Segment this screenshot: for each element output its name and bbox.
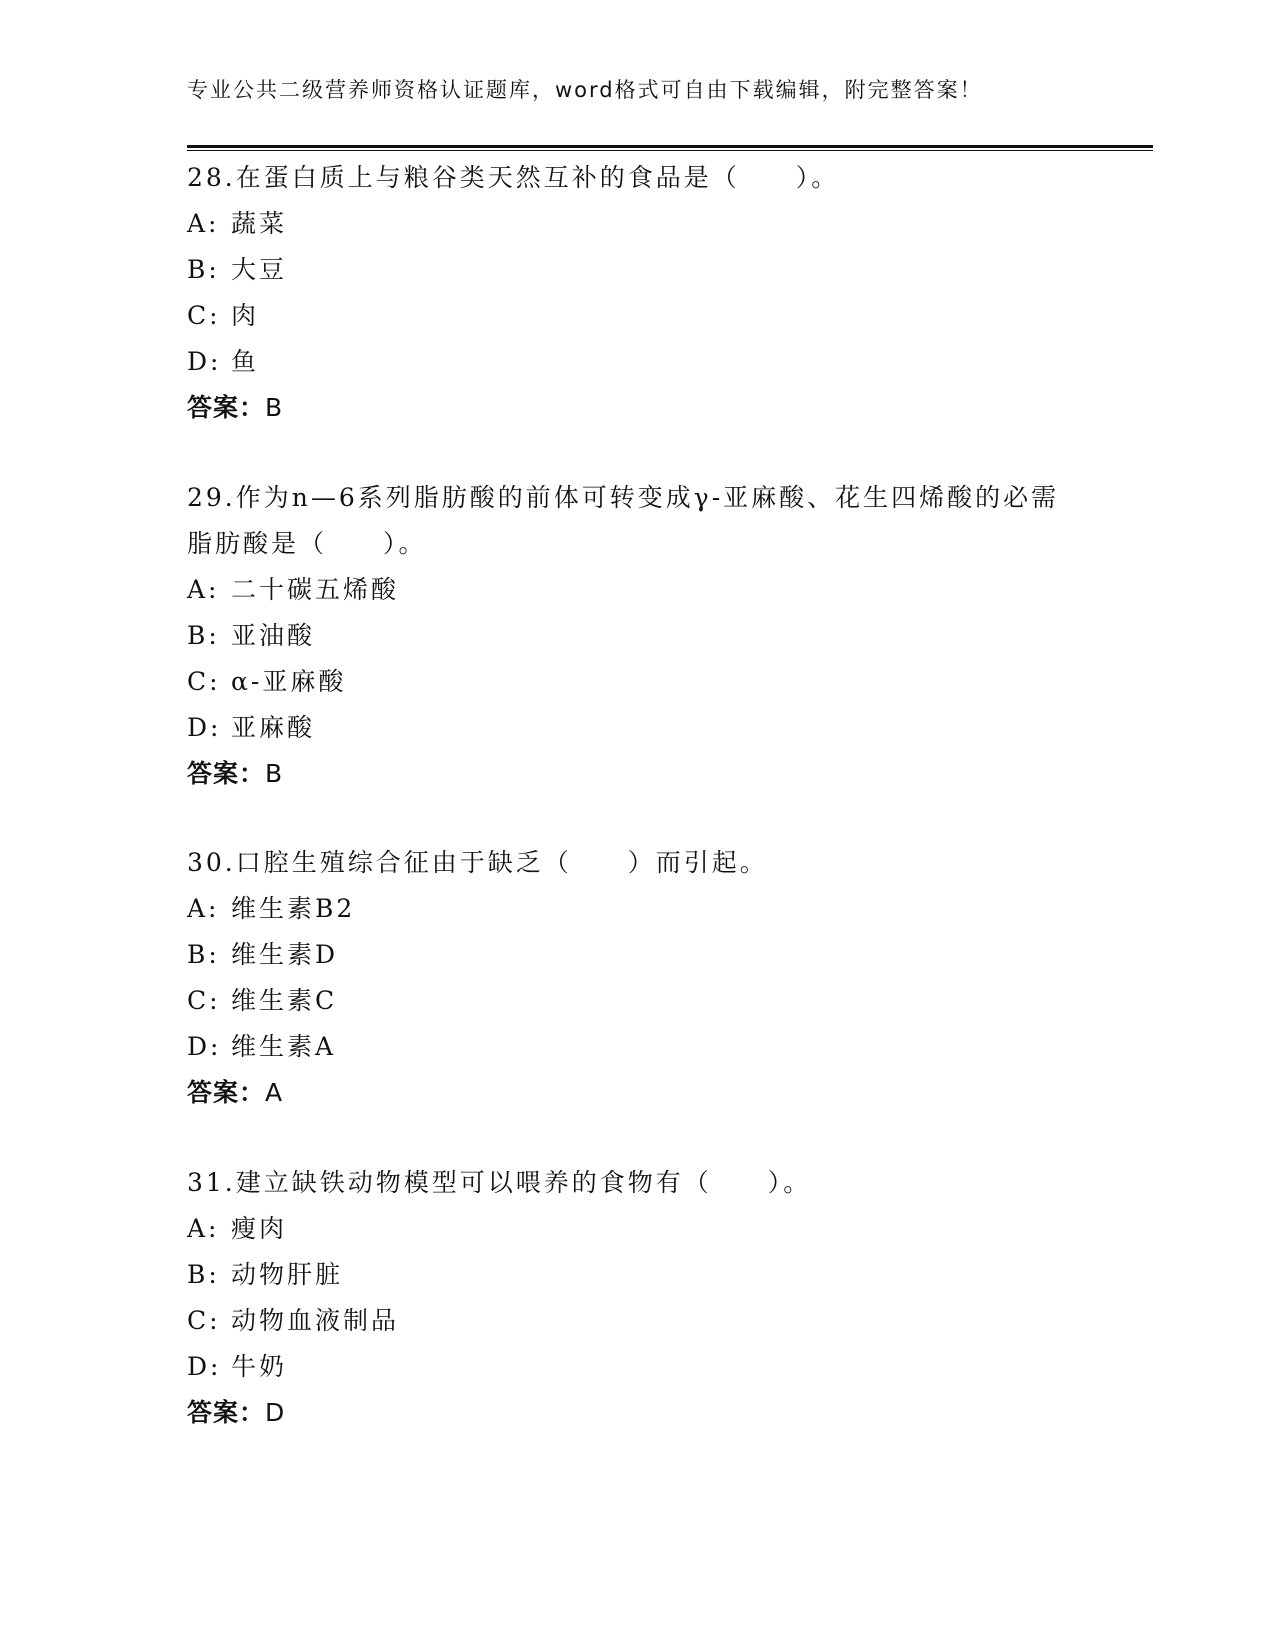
option-text: 瘦肉	[231, 1214, 288, 1243]
option-key: C:	[187, 667, 221, 696]
option-key: D:	[187, 1032, 222, 1061]
option-text: 蔬菜	[231, 209, 288, 238]
question-stem: 31.建立缺铁动物模型可以喂养的食物有（ ）。	[187, 1168, 812, 1197]
option-c	[187, 978, 1087, 1024]
option-key: B:	[187, 255, 220, 284]
option-a	[187, 1206, 1087, 1252]
option-text: 动物肝脏	[231, 1260, 344, 1289]
answer	[187, 385, 1087, 431]
option-key: A:	[187, 894, 220, 923]
option-key: C:	[187, 301, 221, 330]
option-key: A:	[187, 1214, 220, 1243]
header-rule-thin	[187, 150, 1153, 151]
option-b	[187, 247, 1087, 293]
option-key: A:	[187, 209, 220, 238]
option-key: B:	[187, 621, 220, 650]
option-text: 肉	[231, 301, 260, 330]
option-text: 动物血液制品	[231, 1306, 400, 1335]
option-d	[187, 1024, 1087, 1070]
option-text: 亚油酸	[231, 621, 316, 650]
answer	[187, 1390, 1087, 1436]
answer-value: B	[265, 393, 284, 422]
question-stem: 28.在蛋白质上与粮谷类天然互补的食品是（ ）。	[187, 163, 840, 192]
question-29	[187, 475, 1087, 797]
option-text: 鱼	[231, 347, 260, 376]
question-stem: 30.口腔生殖综合征由于缺乏（ ）而引起。	[187, 848, 768, 877]
option-c	[187, 1298, 1087, 1344]
option-key: C:	[187, 1306, 221, 1335]
answer-label: 答案：	[187, 1398, 266, 1427]
option-text: 维生素B2	[231, 894, 356, 923]
option-text: 维生素A	[231, 1032, 337, 1061]
option-b	[187, 932, 1087, 978]
option-text: 亚麻酸	[231, 713, 316, 742]
question-30	[187, 840, 1087, 1116]
option-text: 维生素C	[231, 986, 338, 1015]
answer-value: A	[265, 1078, 284, 1107]
option-d	[187, 339, 1087, 385]
page-header: 专业公共二级营养师资格认证题库，word格式可自由下载编辑，附完整答案！	[187, 78, 983, 102]
option-key: D:	[187, 347, 222, 376]
answer	[187, 751, 1087, 797]
answer	[187, 1070, 1087, 1116]
option-text: 二十碳五烯酸	[231, 575, 400, 604]
option-c	[187, 293, 1087, 339]
option-c	[187, 659, 1087, 705]
option-key: C:	[187, 986, 221, 1015]
option-d	[187, 1344, 1087, 1390]
option-text: α-亚麻酸	[231, 667, 347, 696]
option-a	[187, 567, 1087, 613]
option-key: A:	[187, 575, 220, 604]
option-text: 大豆	[231, 255, 288, 284]
option-a	[187, 201, 1087, 247]
option-d	[187, 705, 1087, 751]
option-key: B:	[187, 1260, 220, 1289]
option-text: 牛奶	[231, 1352, 288, 1381]
answer-label: 答案：	[187, 1078, 266, 1107]
question-28	[187, 155, 1087, 431]
option-a	[187, 886, 1087, 932]
option-b	[187, 613, 1087, 659]
answer-value: B	[265, 759, 284, 788]
option-key: B:	[187, 940, 220, 969]
answer-value: D	[265, 1398, 286, 1427]
option-b	[187, 1252, 1087, 1298]
option-text: 维生素D	[231, 940, 339, 969]
answer-label: 答案：	[187, 393, 266, 422]
option-key: D:	[187, 713, 222, 742]
question-31	[187, 1160, 1087, 1436]
option-key: D:	[187, 1352, 222, 1381]
question-stem: 29.作为n—6系列脂肪酸的前体可转变成γ-亚麻酸、花生四烯酸的必需脂肪酸是（ ）。	[187, 483, 1060, 558]
answer-label: 答案：	[187, 759, 266, 788]
header-rule-thick	[187, 145, 1153, 148]
